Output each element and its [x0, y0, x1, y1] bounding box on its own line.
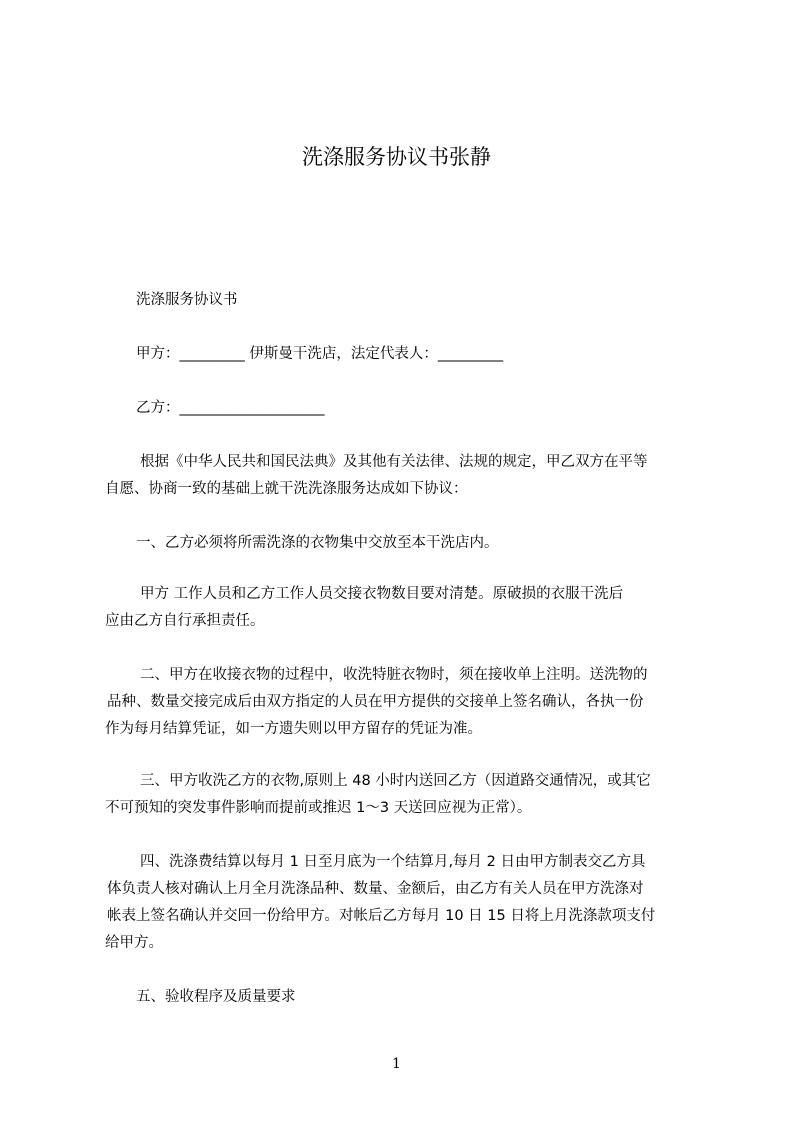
clause-4-line-4: 给甲方。: [105, 935, 163, 951]
document-subtitle: 洗涤服务协议书: [136, 292, 238, 308]
clause-1-line-1: 一、乙方必须将所需洗涤的衣物集中交放至本干洗店内。: [136, 535, 499, 551]
intro-paragraph-line-1: 根据《中华人民共和国民法典》及其他有关法律、法规的规定，甲乙双方在平等: [140, 454, 648, 470]
clause-4-line-3: 帐表上签名确认并交回一份给甲方。对帐后乙方每月 10 日 15 日将上月洗涤款项支付: [107, 908, 656, 924]
party-a-line: 甲方：_________ 伊斯曼干洗店，法定代表人：_________: [136, 346, 504, 362]
clause-1b-line-1: 甲方 工作人员和乙方工作人员交接衣物数目要对清楚。原破损的衣服干洗后: [140, 586, 624, 602]
clause-2-line-1: 二、甲方在收接衣物的过程中，收洗特脏衣物时，须在接收单上注明。送洗物的: [140, 667, 648, 683]
page-title: 洗涤服务协议书张静: [302, 145, 491, 169]
intro-paragraph-line-2: 自愿、协商一致的基础上就干洗洗涤服务达成如下协议：: [105, 481, 468, 497]
page-number: 1: [392, 1056, 401, 1072]
clause-4-line-2: 体负责人核对确认上月全月洗涤品种、数量、金额后，由乙方有关人员在甲方洗涤对: [107, 881, 644, 897]
clause-3-line-1: 三、甲方收洗乙方的衣物,原则上 48 小时内送回乙方（因道路交通情况，或其它: [140, 773, 651, 789]
clause-3-line-2: 不可预知的突发事件影响而提前或推迟 1～3 天送回应视为正常）。: [105, 800, 532, 816]
clause-2-line-2: 品种、数量交接完成后由双方指定的人员在甲方提供的交接单上签名确认，各执一份: [107, 694, 644, 710]
party-b-line: 乙方：____________________: [136, 400, 325, 416]
clause-5-heading: 五、验收程序及质量要求: [136, 989, 296, 1005]
clause-2-line-3: 作为每月结算凭证，如一方遗失则以甲方留存的凭证为准。: [105, 721, 482, 737]
clause-4-line-1: 四、洗涤费结算以每月 1 日至月底为一个结算月,每月 2 日由甲方制表交乙方具: [140, 854, 646, 870]
clause-1b-line-2: 应由乙方自行承担责任。: [105, 613, 265, 629]
